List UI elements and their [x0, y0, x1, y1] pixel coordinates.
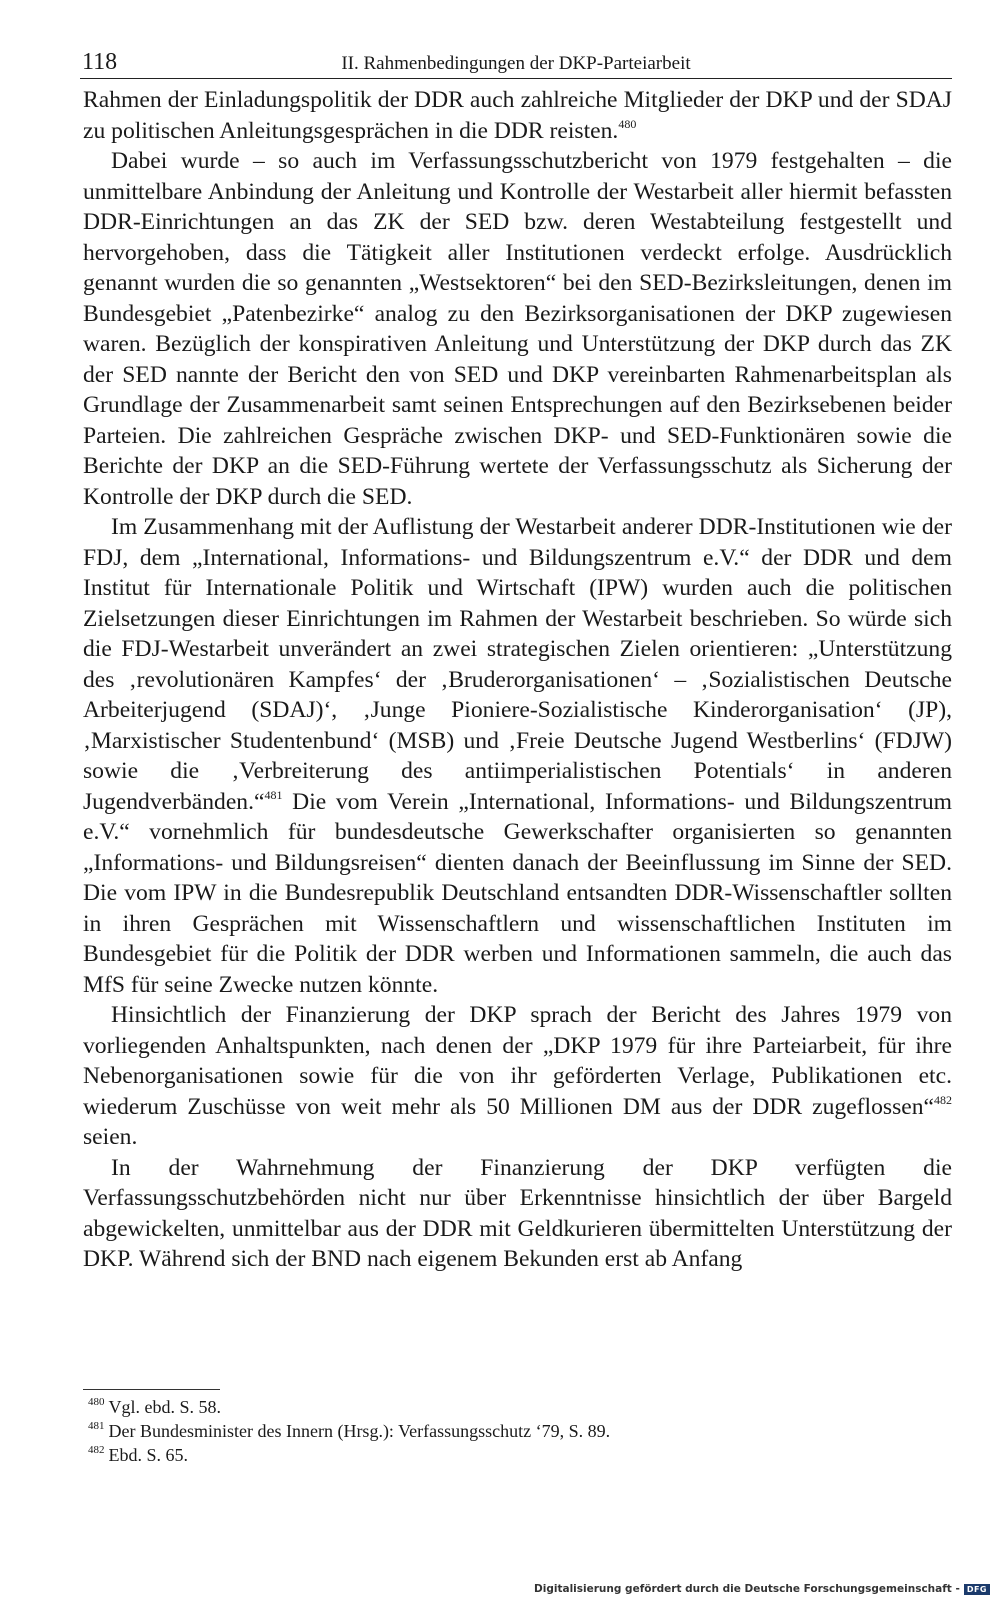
footnote: [88, 1443, 948, 1467]
running-title: II. Rahmenbedingungen der DKP-Parteiarbeit: [341, 53, 691, 74]
paragraph: [83, 146, 952, 512]
digitization-note: Digitalisierung gefördert durch die Deutsche Forschungsgemeinschaft -: [534, 1583, 960, 1595]
digitization-credit: [534, 1583, 990, 1595]
paragraph: [83, 85, 952, 146]
footnote: [88, 1395, 948, 1419]
footnote-text: Ebd. S. 65.: [108, 1445, 189, 1465]
text-run: Hinsichtlich der Finanzierung der DKP sprach der Bericht des Jahres 1979 von vorliegenden Anhaltspunkten, nach denen der „DKP 1979 für ihre Parteiarbeit, für ihre Nebenorganisationen sowie für die von ihr geförderten Verlage, Publikationen etc. wiederum Zuschüsse von weit mehr als 50 Millionen DM aus der DDR zugeflossen“: [83, 1002, 952, 1120]
paragraph: [83, 512, 952, 1000]
footnote-number: 482: [88, 1444, 105, 1456]
footnote-text: Der Bundesminister des Innern (Hrsg.): Verfassungsschutz ‘79, S. 89.: [108, 1421, 611, 1441]
paragraph: [83, 1000, 952, 1153]
footnote-reference: 481: [264, 787, 283, 802]
footnote-number: 481: [88, 1420, 105, 1432]
text-run: seien.: [83, 1124, 138, 1150]
footnotes: [88, 1395, 948, 1467]
paragraph: [83, 1153, 952, 1275]
body-text: [83, 85, 952, 1275]
page-header: [80, 48, 952, 79]
page-number: 118: [82, 49, 118, 75]
dfg-logo: DFG: [964, 1584, 990, 1595]
text-run: Rahmen der Einladungspolitik der DDR auch zahlreiche Mitglieder der DKP und der SDAJ zu politischen Anleitungsgesprächen in die DDR reisten.: [83, 87, 952, 144]
text-run: Die vom Verein „International, Informations- und Bildungszentrum e.V.“ vornehmlich für bundesdeutsche Gewerkschafter organisierten so genannten „Informations- und Bildungsreisen“ dienten danach der Beeinflussung im Sinne der SED. Die vom IPW in die Bundesrepublik Deutschland entsandten DDR-Wissenschaftler sollten in ihren Gesprächen mit Wissenschaftlern und wissenschaftlichen Instituten im Bundesgebiet für die Politik der DDR werben und Informationen sammeln, die auch das MfS für seine Zwecke nutzen könnte.: [83, 788, 952, 998]
footnote-reference: 480: [618, 116, 637, 131]
text-run: Dabei wurde – so auch im Verfassungsschutzbericht von 1979 festgehalten – die unmittelbare Anbindung der Anleitung und Kontrolle der Westarbeit aller hiermit befassten DDR-Einrichtungen an das ZK der SED bzw. deren Westabteilung festgestellt und hervorgehoben, dass die Tätigkeit aller Institutionen verdeckt erfolge. Ausdrücklich genannt wurden die so genannten „Westsektoren“ bei den SED-Bezirksleitungen, denen im Bundesgebiet „Patenbezirke“ analog zu den Bezirksorganisationen der DKP zugewiesen waren. Bezüglich der konspirativen Anleitung und Unterstützung der DKP durch das ZK der SED nannte der Bericht den von SED und DKP vereinbarten Rahmenarbeitsplan als Grundlage der Zusammenarbeit samt seinen Entsprechungen auf den Bezirksebenen beider Parteien. Die zahlreichen Gespräche zwischen DKP- und SED-Funktionären sowie die Berichte der DKP an die SED-Führung wertete der Verfassungsschutz als Sicherung der Kontrolle der DKP durch die SED.: [83, 148, 952, 510]
text-run: In der Wahrnehmung der Finanzierung der DKP verfügten die Verfassungsschutzbehörden nicht nur über Erkenntnisse hinsichtlich der über Bargeld abgewickelten, unmittelbar aus der DDR mit Geldkurieren übermittelten Unterstützung der DKP. Während sich der BND nach eigenem Bekunden erst ab Anfang: [83, 1154, 952, 1272]
footnote-separator: [83, 1389, 220, 1390]
text-run: Im Zusammenhang mit der Auflistung der Westarbeit anderer DDR-Institutionen wie der FDJ, dem „International, Informations- und Bildungszentrum e.V.“ der DDR und dem Institut für Internationale Politik und Wirtschaft (IPW) wurden auch die politischen Zielsetzungen dieser Einrichtungen im Rahmen der Westarbeit beschrieben. So würde sich die FDJ-Westarbeit unverändert an zwei strategischen Zielen orientieren: „Unterstützung des ‚revolutionären Kampfes‘ der ‚Bruderorganisationen‘ – ‚Sozialistischen Deutsche Arbeiterjugend (SDAJ)‘, ‚Junge Pioniere-Sozialistische Kinderorganisation‘ (JP), ‚Marxistischer Studentenbund‘ (MSB) und ‚Freie Deutsche Jugend Westberlins‘ (FDJW) sowie die ‚Verbreiterung des antiimperialistischen Potentials‘ in anderen Jugendverbänden.“: [83, 514, 952, 815]
footnote-text: Vgl. ebd. S. 58.: [108, 1397, 221, 1417]
footnote-reference: 482: [934, 1092, 952, 1107]
footnote: [88, 1419, 948, 1443]
footnote-number: 480: [88, 1396, 105, 1408]
